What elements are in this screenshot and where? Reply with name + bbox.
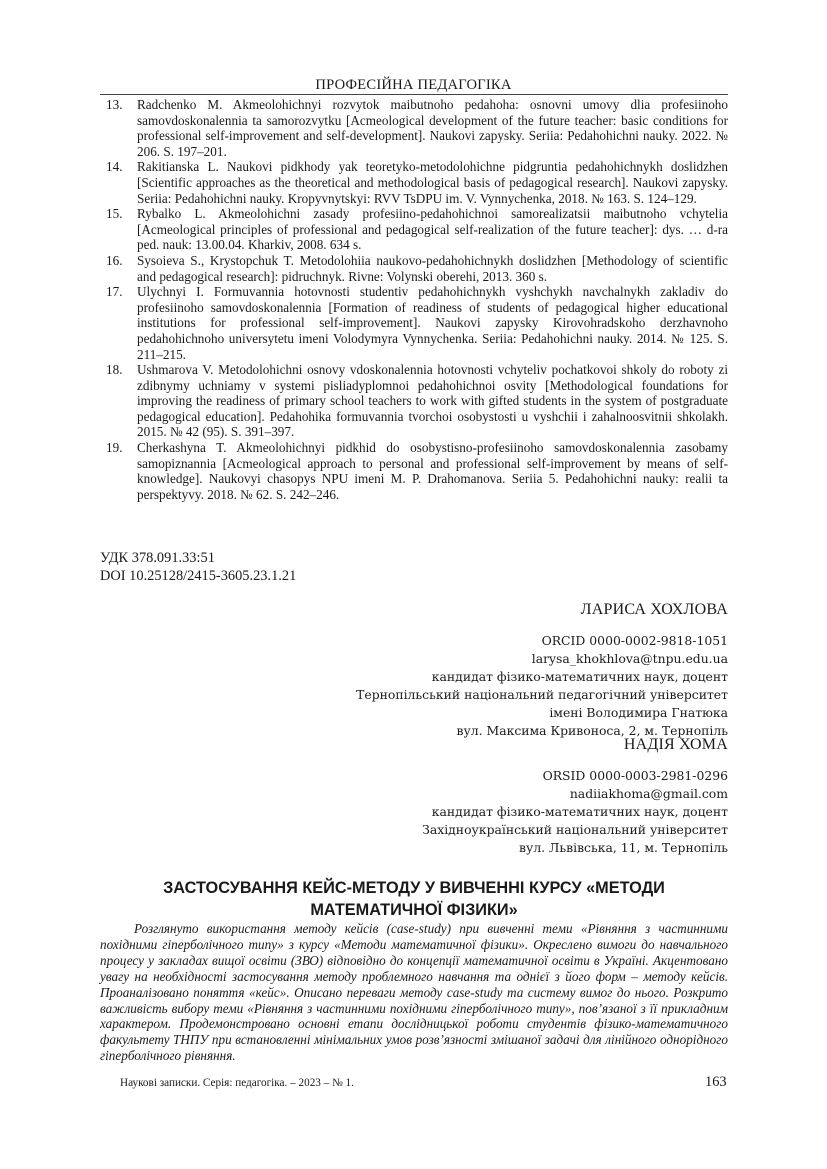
author-details [100, 767, 728, 857]
author-affiliation: імені Володимира Гнатюка [549, 705, 728, 720]
article-title [100, 877, 728, 921]
author-degree: кандидат фізико-математичних наук, доцент [431, 669, 728, 684]
reference-text: Radchenko M. Akmeolohichnyi rozvytok maibutnoho pedahoha: osnovni umovy dlia profesiinoho samovdoskonalennia ta samorozvytku [Acmeological development of the future teacher: basic conditions for professional self-improvement and self-development]. Naukovi zapysky. Seriia: Pedahohichni nauky. 2022. № 206. S. 197–201. [137, 97, 728, 159]
reference-number: 17. [106, 284, 123, 300]
reference-number: 14. [106, 159, 123, 175]
udk-code: УДК 378.091.33:51 [100, 550, 215, 566]
author-block [100, 736, 728, 857]
reference-item [100, 159, 728, 206]
running-header: ПРОФЕСІЙНА ПЕДАГОГІКА [315, 77, 512, 93]
reference-text: Cherkashyna T. Akmeolohichnyi pidkhid do osobystisno-profesiinoho samovdoskonalennia zasobamy samopiznannia [Acmeological approach to personal and professional self-improvement by means of self-knowledge]. Naukovyi chasopys NPU imeni M. P. Drahomanova. Seriia 5. Pedahohichni nauky: realii ta perspektyvy. 2018. № 62. S. 242–246. [137, 440, 728, 502]
reference-number: 18. [106, 362, 123, 378]
reference-item [100, 362, 728, 440]
author-address: вул. Максима Кривоноса, 2, м. Тернопіль [456, 723, 728, 738]
article-title-line: ЗАСТОСУВАННЯ КЕЙС-МЕТОДУ У ВИВЧЕННІ КУРСУ «МЕТОДИ [163, 879, 665, 897]
reference-item [100, 206, 728, 253]
author-email[interactable]: nadiiakhoma@gmail.com [569, 786, 728, 801]
reference-item [100, 253, 728, 284]
abstract: Розглянуто використання методу кейсів (case-study) при вивченні теми «Рівняння з частинними похідними гіперболічного типу» з курсу «Методи математичної фізики». Окреслено вимоги до навчального процесу у закладах вищої освіти (ЗВО) відповідно до концепції математичної освіти в Україні. Акцентовано увагу на необхідності застосування методу проблемного навчання та однієї з його форм – методу кейсів. Проаналізовано поняття «кейс». Описано переваги методу case-study та систему вимог до нього. Розкрито важливість вибору теми «Рівняння з частинними похідними гіперболічного типу», пов’язаної з її прикладним характером. Продемонстровано основні етапи дослідницької роботи студентів фізико-математичного факультету ТНПУ при встановленні мінімальних умов розв’язності змішаної задачі для лінійного однорідного гіперболічного рівняння. [100, 921, 728, 1064]
reference-text: Rybalko L. Akmeolohichni zasady profesiino-pedahohichnoi samorealizatsii maibutnoho vchytelia [Acmeological principles of professional and pedagogical self-realization of the future teacher]: dys. … d-ra ped. nauk: 13.00.04. Kharkiv, 2008. 634 s. [137, 206, 728, 253]
reference-item [100, 97, 728, 159]
header-divider [100, 94, 728, 95]
reference-number: 13. [106, 97, 123, 112]
reference-text: Ulychnyi I. Formuvannia hotovnosti studentiv pedahohichnykh vyshchykh navchalnykh zakladiv do profesiinoho samovdoskonalennia [Formation of readiness of students of pedagogical higher educational institutions for professional self-improvement]. Naukovi zapysky Kirovohradskoho derzhavnoho pedahohichnoho universytetu imeni Volodymyra Vynnychenka. Seriia: Pedahohichni nauky. 2014. № 125. S. 211–215. [137, 284, 728, 362]
article-title-line: МАТЕМАТИЧНОЇ ФІЗИКИ» [310, 901, 518, 919]
reference-list [100, 97, 728, 502]
page-number: 163 [705, 1074, 727, 1090]
author-orcid[interactable]: ORCID 0000-0002-9818-1051 [541, 633, 728, 648]
reference-number: 19. [106, 440, 123, 456]
doi-link[interactable]: DOI 10.25128/2415-3605.23.1.21 [100, 568, 297, 584]
author-degree: кандидат фізико-математичних наук, доцент [431, 804, 728, 819]
author-block [100, 601, 728, 740]
author-name: НАДІЯ ХОМА [623, 736, 728, 753]
author-affiliation: Тернопільський національний педагогічний університет [356, 687, 728, 702]
reference-text: Ushmarova V. Metodolohichni osnovy vdoskonalennia hotovnosti vchyteliv pochatkovoi shkoly do roboty zi zdibnymy uchniamy v systemi pisliadyplomnoi pedahohichnoi osvity [Methodological foundations for improving the readiness of primary school teachers to work with gifted students in the system of postgraduate pedagogical education]. Pedahohika formuvannia tvorchoi osobystosti u vyshchii i zahalnoosvitnii shkolakh. 2015. № 42 (95). S. 391–397. [137, 362, 728, 440]
reference-item [100, 440, 728, 502]
article-identifiers [100, 549, 296, 585]
author-name: ЛАРИСА ХОХЛОВА [580, 601, 728, 618]
reference-item [100, 284, 728, 362]
author-email[interactable]: larysa_khokhlova@tnpu.edu.ua [531, 651, 728, 666]
reference-text: Sysoieva S., Krystopchuk T. Metodolohiia naukovo-pedahohichnykh doslidzhen [Methodology of scientific and pedagogical research]: pidruchnyk. Rivne: Volynski oberehi, 2013. 360 s. [137, 252, 728, 284]
author-orcid[interactable]: ORSID 0000-0003-2981-0296 [542, 768, 728, 783]
author-details [100, 632, 728, 740]
reference-number: 16. [106, 252, 123, 268]
reference-text: Rakitianska L. Naukovi pidkhody yak teoretyko-metodolohichne pidgruntia pedahohichnykh doslidzhen [Scientific approaches as the theoretical and methodological basis of pedagogical research]. Naukovi zapysky. Seriia: Pedahohichni nauky. Kropyvnytskyi: RVV TsDPU im. V. Vynnychenka, 2018. № 163. S. 124–129. [137, 159, 728, 206]
author-address: вул. Львівська, 11, м. Тернопіль [519, 840, 728, 855]
author-affiliation: Західноукраїнський національний університет [422, 822, 728, 837]
journal-footer: Наукові записки. Серія: педагогіка. – 2023 – № 1. [120, 1077, 354, 1089]
reference-number: 15. [106, 206, 123, 222]
